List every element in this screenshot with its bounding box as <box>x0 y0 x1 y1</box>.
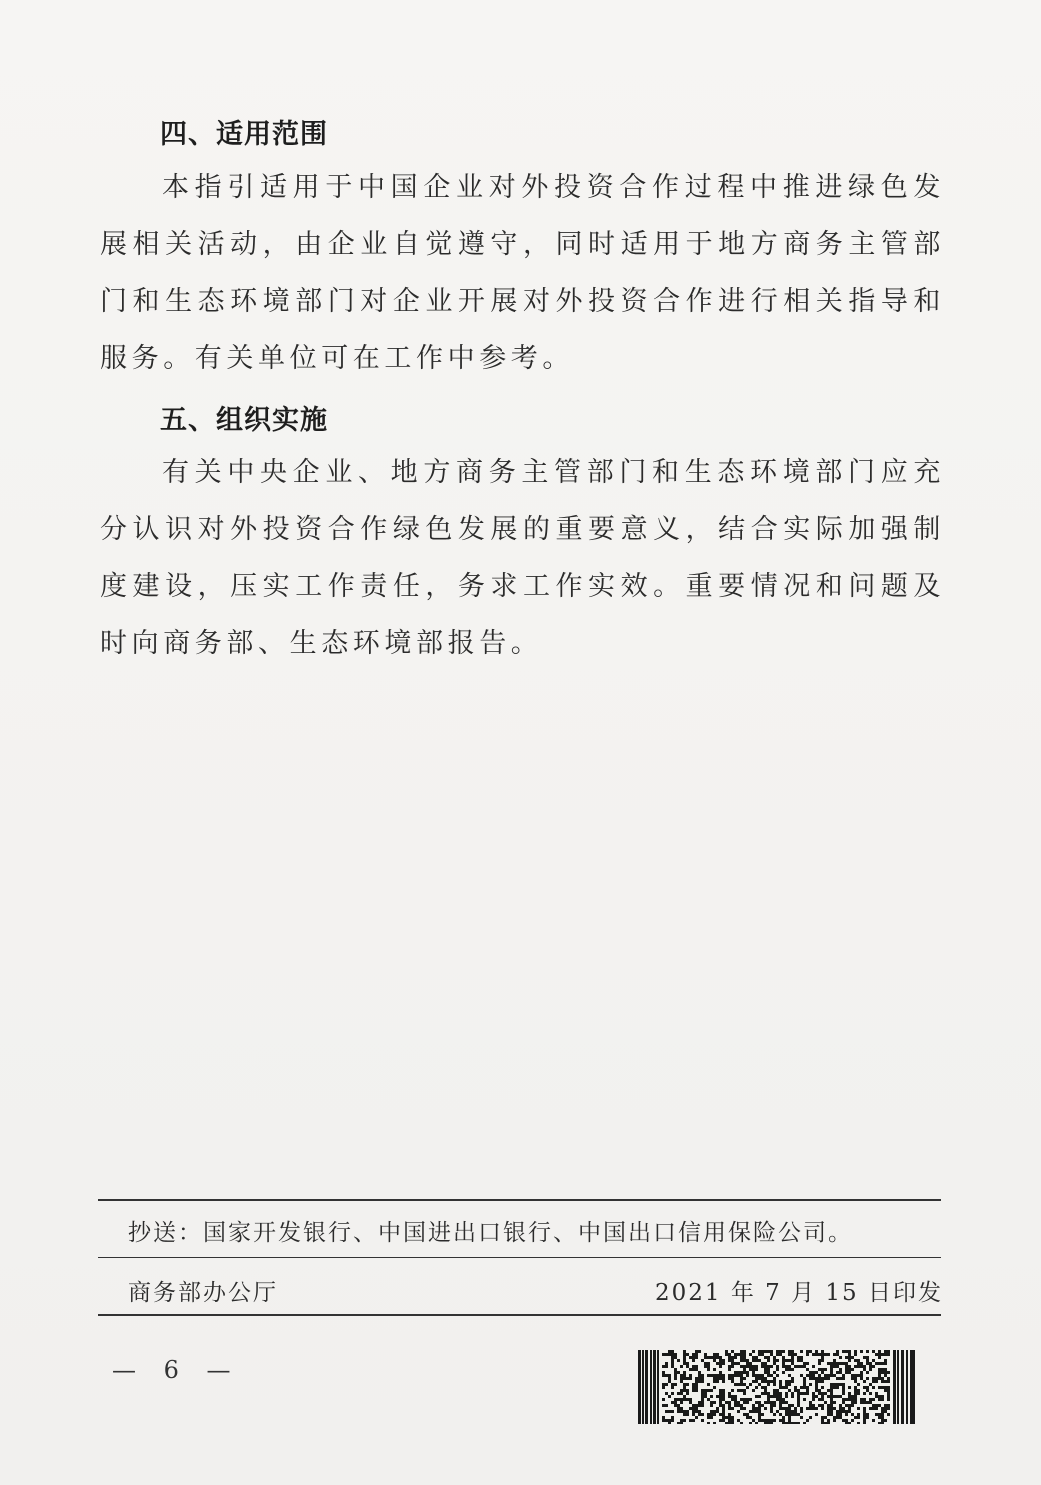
footer-middle-rule <box>98 1257 941 1258</box>
footer-bottom-rule <box>98 1314 941 1316</box>
page-number: — 6 — <box>112 1356 241 1384</box>
barcode-icon <box>638 1350 916 1424</box>
cc-line: 抄送：国家开发银行、中国进出口银行、中国出口信用保险公司。 <box>128 1220 853 1246</box>
section-5-body: 有关中央企业、地方商务主管部门和生态环境部门应充分认识对外投资合作绿色发展的重要意义，结合实际加强制度建设，压实工作责任，务求工作实效。重要情况和问题及时向商务部、生态环境部报告。 <box>100 457 945 659</box>
issue-date: 2021 年 7 月 15 日印发 <box>655 1280 943 1306</box>
section-5-heading: 五、组织实施 <box>160 405 328 436</box>
section-4-body: 本指引适用于中国企业对外投资合作过程中推进绿色发展相关活动，由企业自觉遵守，同时适用于地方商务主管部门和生态环境部门对企业开展对外投资合作进行相关指导和服务。有关单位可在工作中参考。 <box>100 172 945 374</box>
footer-top-rule <box>98 1199 941 1201</box>
section-4-heading: 四、适用范围 <box>160 119 328 150</box>
issuer-office: 商务部办公厅 <box>128 1280 278 1306</box>
